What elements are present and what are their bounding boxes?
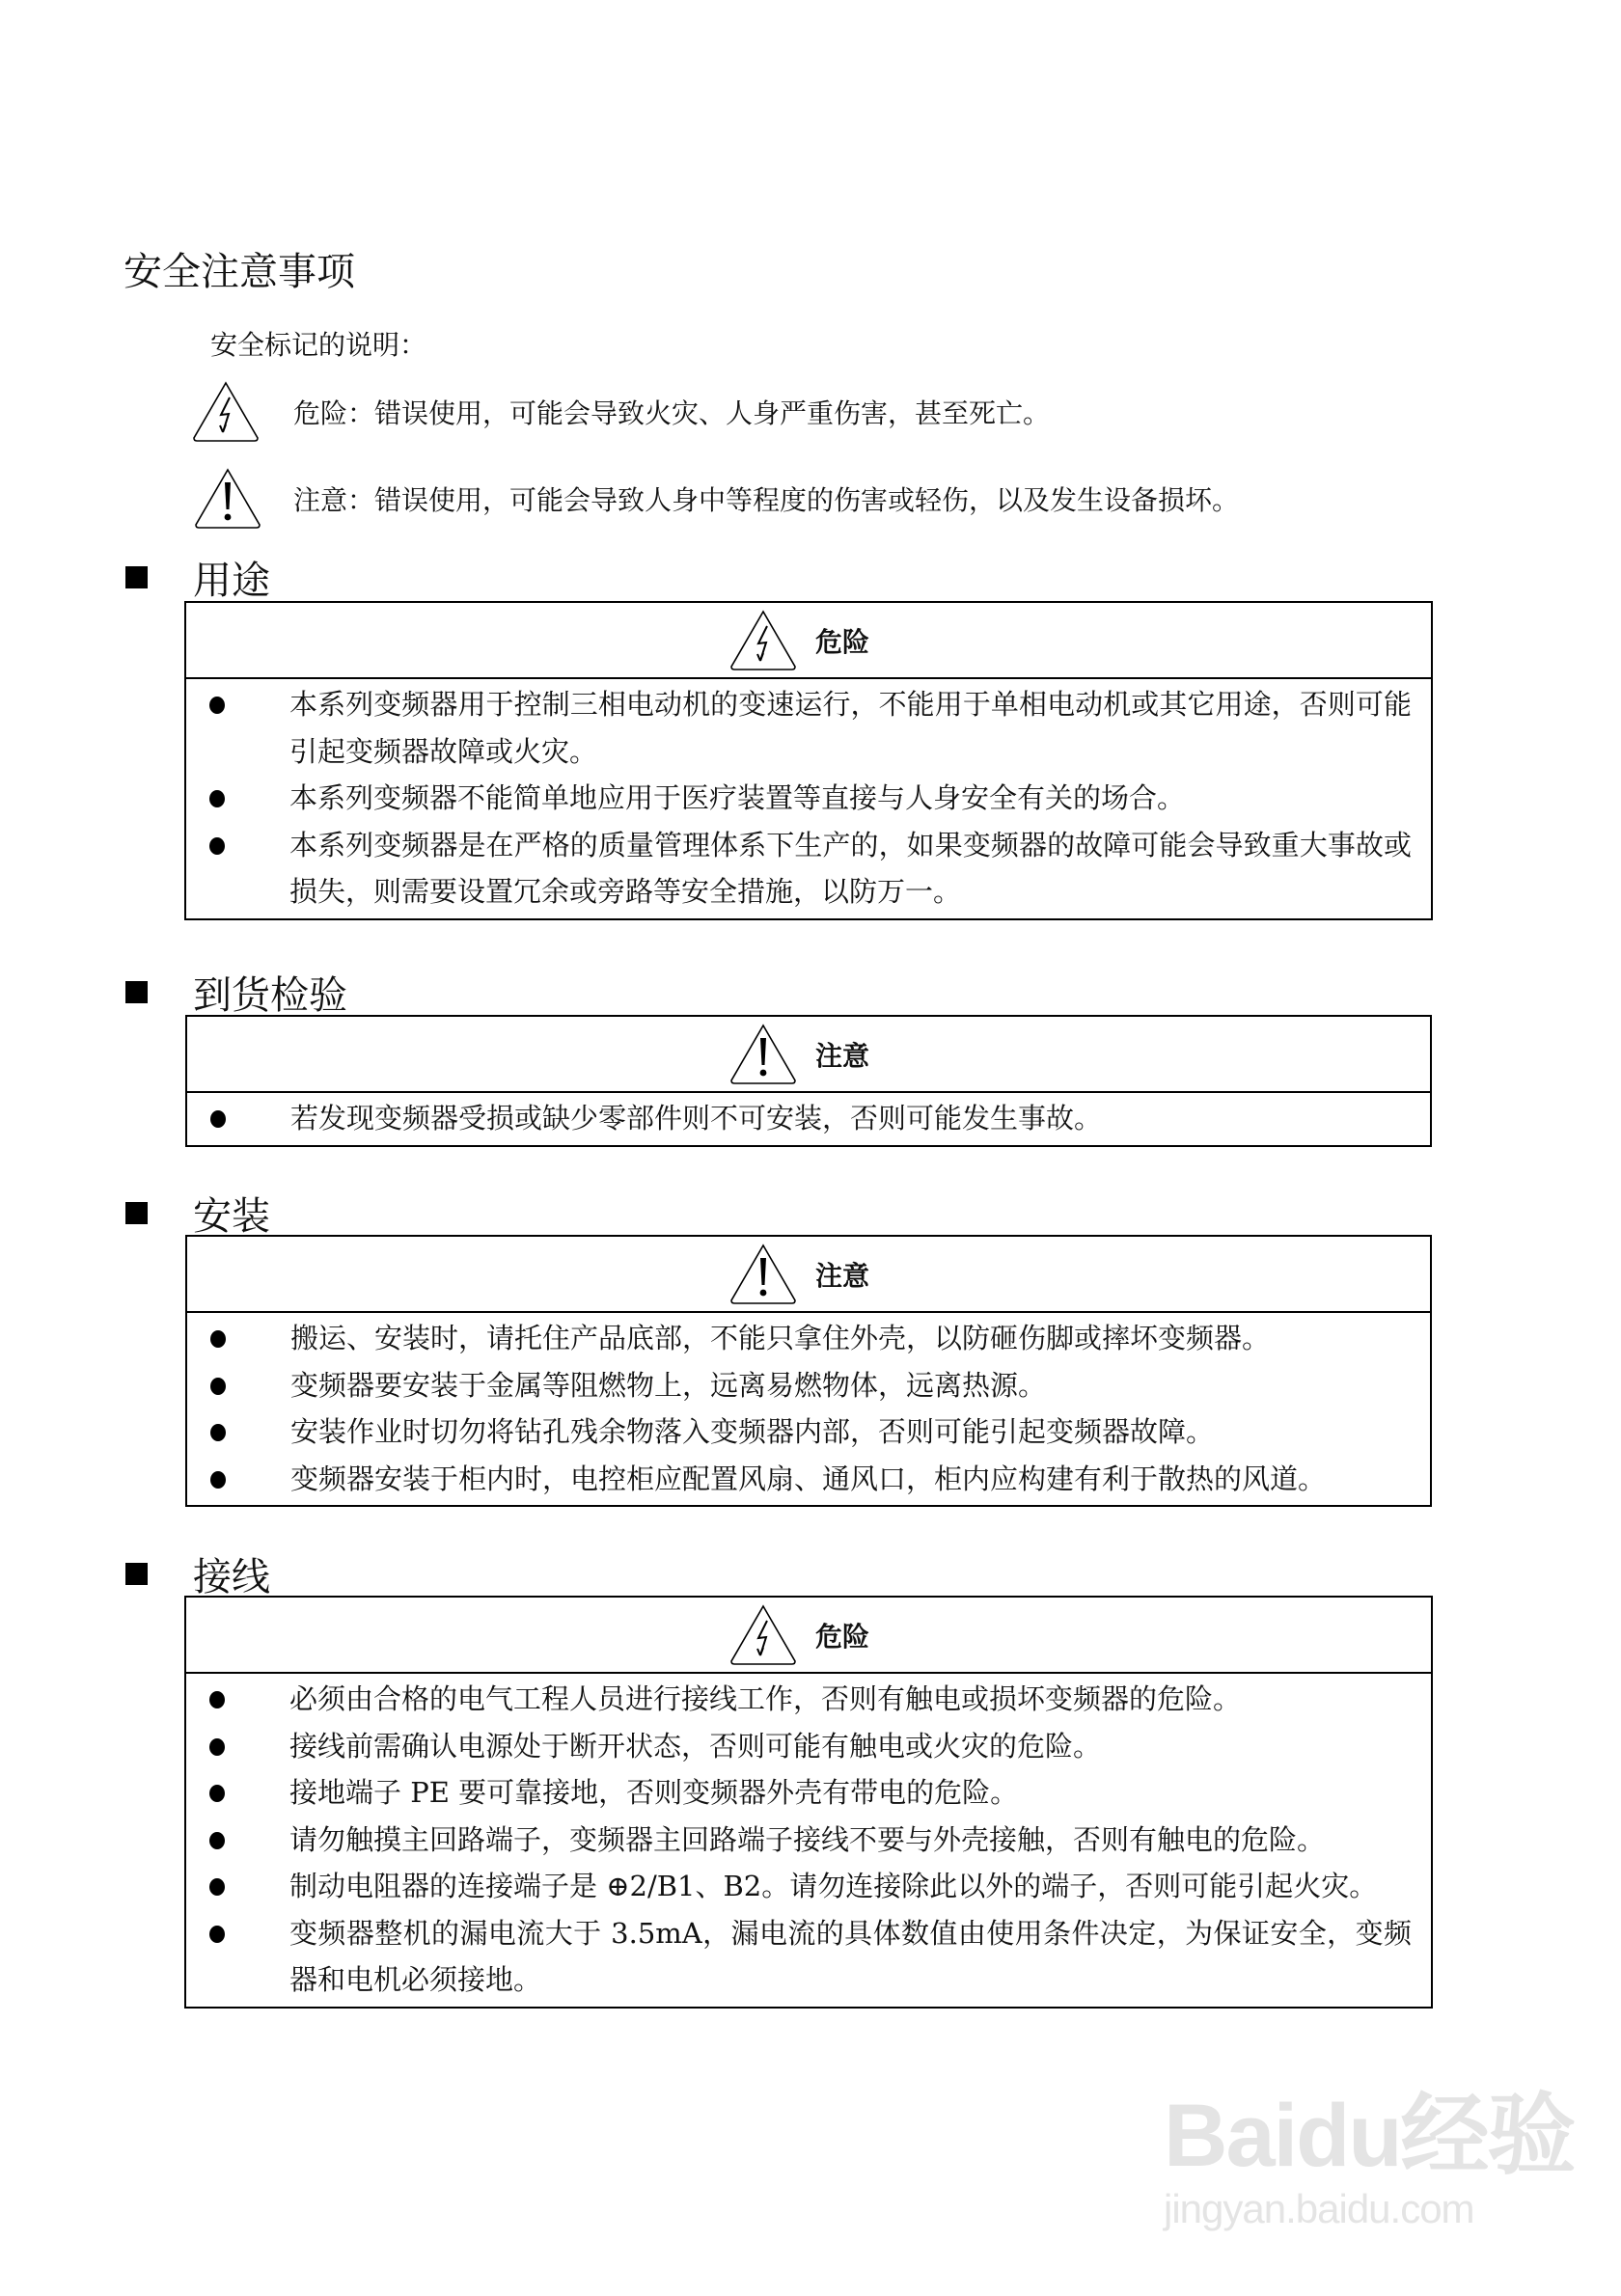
bullet-icon — [210, 1378, 226, 1395]
list-item-text: 本系列变频器用于控制三相电动机的变速运行，不能用于单相电动机或其它用途，否则可能引起变频器故障或火灾。 — [289, 688, 1412, 768]
danger-lightning-icon — [728, 1603, 798, 1667]
bullet-icon — [210, 1330, 226, 1348]
list-item — [187, 1315, 1430, 1362]
list-item — [186, 1910, 1431, 2004]
list-item-text: 变频器安装于柜内时，电控柜应配置风扇、通风口，柜内应构建有利于散热的风道。 — [290, 1462, 1327, 1495]
watermark-url: jingyan.baidu.com — [1164, 2186, 1474, 2231]
caution-exclamation-icon — [191, 467, 264, 531]
square-bullet-icon — [125, 566, 148, 588]
danger-lightning-icon — [728, 609, 798, 672]
section-heading-usage — [125, 550, 270, 605]
baidu-watermark — [1164, 2064, 1575, 2232]
legend-caution — [191, 467, 1240, 531]
warning-box-wiring — [184, 1596, 1433, 2009]
list-item-text: 制动电阻器的连接端子是 ⊕2/B1、B2。请勿连接除此以外的端子，否则可能引起火灾。 — [289, 1870, 1378, 1902]
section-heading-inspection — [125, 965, 347, 1020]
square-bullet-icon — [125, 1202, 148, 1224]
bullet-icon — [209, 1785, 225, 1802]
legend-caution-text: 注意：错误使用，可能会导致人身中等程度的伤害或轻伤，以及发生设备损坏。 — [293, 484, 1240, 516]
section-heading-text: 接线 — [193, 1555, 270, 1599]
list-item — [186, 1769, 1431, 1817]
list-item — [187, 1095, 1430, 1142]
warning-box-header — [186, 603, 1431, 679]
list-item-text: 变频器要安装于金属等阻燃物上，远离易燃物体，远离热源。 — [290, 1368, 1047, 1402]
list-item — [187, 1408, 1430, 1456]
warning-box-usage — [184, 601, 1433, 920]
section-heading-wiring — [125, 1546, 270, 1601]
bullet-icon — [210, 1110, 226, 1128]
bullet-icon — [209, 837, 225, 855]
warning-box-installation — [185, 1235, 1432, 1507]
warning-level-label: 危险 — [814, 1620, 869, 1653]
caution-exclamation-icon — [728, 1243, 798, 1306]
list-item — [186, 775, 1431, 822]
legend-danger — [191, 380, 1051, 444]
square-bullet-icon — [125, 1563, 148, 1585]
bullet-icon — [209, 697, 225, 714]
list-item-text: 若发现变频器受损或缺少零部件则不可安装，否则可能发生事故。 — [290, 1102, 1103, 1134]
legend-danger-text: 危险：错误使用，可能会导致火灾、人身严重伤害，甚至死亡。 — [293, 397, 1051, 429]
list-item-text: 必须由合格的电气工程人员进行接线工作，否则有触电或损坏变频器的危险。 — [289, 1682, 1242, 1715]
list-item-text: 搬运、安装时，请托住产品底部，不能只拿住外壳，以防砸伤脚或摔坏变频器。 — [290, 1322, 1271, 1354]
bullet-icon — [209, 1691, 225, 1708]
warning-level-label: 注意 — [814, 1259, 869, 1292]
list-item — [186, 1863, 1431, 1910]
warning-box-header — [187, 1017, 1430, 1093]
bullet-icon — [209, 1832, 225, 1849]
list-item — [186, 1817, 1431, 1864]
list-item-text: 请勿触摸主回路端子，变频器主回路端子接线不要与外壳接触，否则有触电的危险。 — [289, 1822, 1326, 1856]
list-item-text: 本系列变频器不能简单地应用于医疗装置等直接与人身安全有关的场合。 — [289, 781, 1186, 814]
warning-level-label: 注意 — [814, 1039, 869, 1072]
safety-symbol-intro: 安全标记的说明： — [210, 329, 427, 361]
list-item — [186, 1676, 1431, 1723]
bullet-icon — [210, 1471, 226, 1489]
bullet-icon — [210, 1424, 226, 1441]
page-title: 安全注意事项 — [124, 250, 355, 294]
caution-exclamation-icon — [728, 1023, 798, 1086]
section-heading-text: 安装 — [193, 1194, 270, 1239]
section-heading-text: 到货检验 — [193, 973, 347, 1018]
bullet-icon — [209, 1926, 225, 1943]
danger-lightning-icon — [191, 380, 261, 444]
warning-box-header — [187, 1237, 1430, 1313]
list-item — [187, 1456, 1430, 1503]
list-item-text: 变频器整机的漏电流大于 3.5mA，漏电流的具体数值由使用条件决定，为保证安全，变频器和电机必须接地。 — [289, 1916, 1412, 1996]
list-item-text: 安装作业时切勿将钻孔残余物落入变频器内部，否则可能引起变频器故障。 — [290, 1415, 1215, 1448]
section-heading-installation — [125, 1186, 270, 1241]
bullet-icon — [209, 790, 225, 807]
list-item-text: 本系列变频器是在严格的质量管理体系下生产的，如果变频器的故障可能会导致重大事故或损失，则需要设置冗余或旁路等安全措施，以防万一。 — [289, 828, 1412, 908]
warning-box-inspection — [185, 1015, 1432, 1147]
list-item — [187, 1362, 1430, 1409]
warning-box-header — [186, 1598, 1431, 1674]
list-item — [186, 681, 1431, 775]
section-heading-text: 用途 — [193, 559, 270, 603]
square-bullet-icon — [125, 981, 148, 1003]
watermark-logo: Baidu经验 — [1164, 2087, 1575, 2185]
bullet-icon — [209, 1738, 225, 1756]
list-item — [186, 822, 1431, 916]
list-item-text: 接地端子 PE 要可靠接地，否则变频器外壳有带电的危险。 — [289, 1776, 1019, 1809]
list-item-text: 接线前需确认电源处于断开状态，否则可能有触电或火灾的危险。 — [289, 1729, 1102, 1763]
bullet-icon — [209, 1878, 225, 1896]
list-item — [186, 1723, 1431, 1770]
warning-level-label: 危险 — [814, 625, 869, 658]
